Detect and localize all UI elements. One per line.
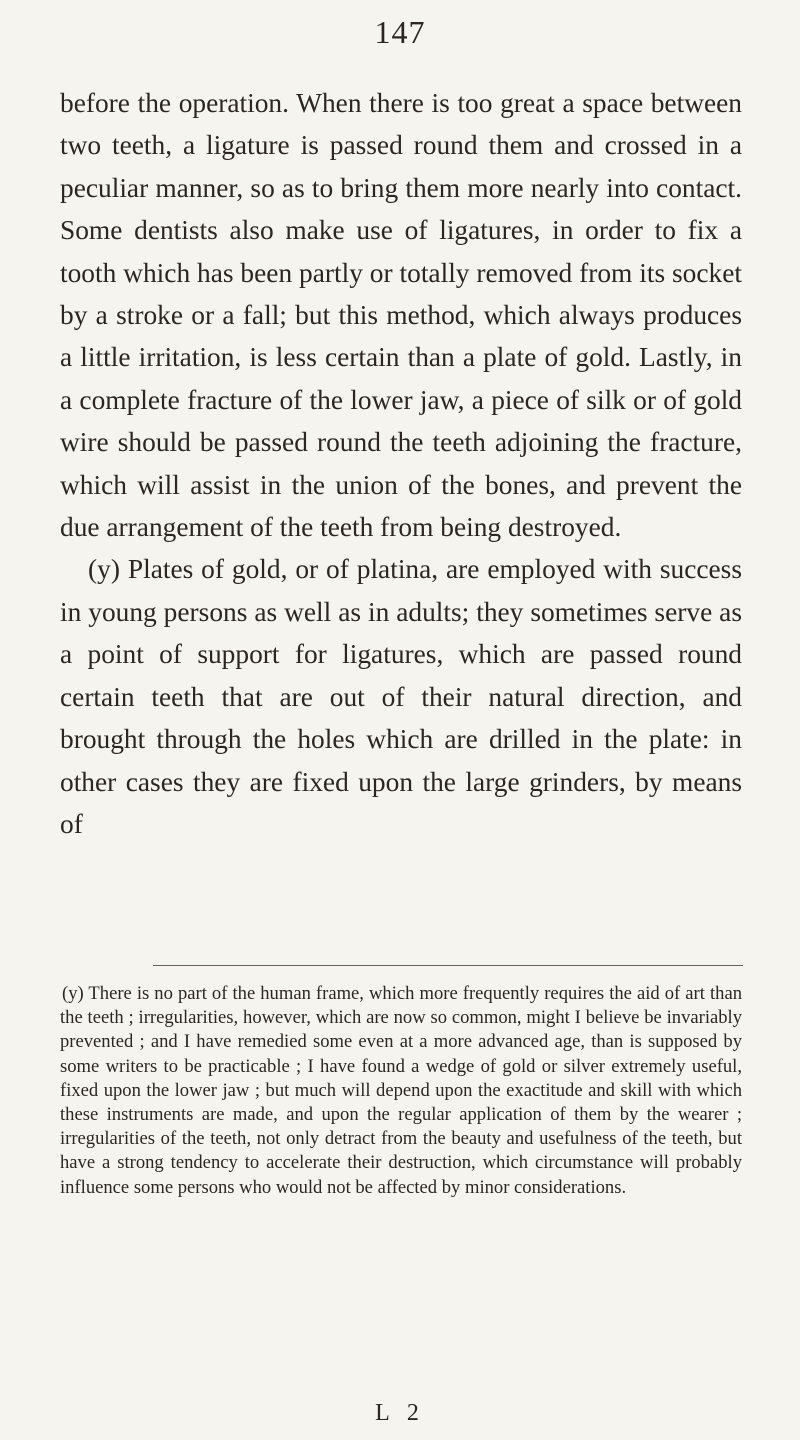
body-paragraph-y — [60, 548, 742, 845]
footnote — [60, 982, 742, 1200]
page-number: 147 — [374, 14, 426, 50]
main-text — [60, 82, 742, 845]
footnote-text: There is no part of the human frame, which more frequently requires the aid of art than the teeth ; irregularities, however, which are now so common, might I believe be invariably prevented ; and I have remedied some even at a more advanced age, than is supposed by some writers to be practicable ; I have found a wedge of gold or silver extremely useful, fixed upon the lower jaw ; but much will depend upon the exactitude and skill with which these instruments are made, and upon the regular application of them by the wearer ; irregularities of the teeth, not only detract from the beauty and usefulness of the teeth, but have a strong tendency to accelerate their destruction, which circumstance will probably influence some persons who would not be affected by minor considerations. — [60, 983, 742, 1198]
footnote-divider — [153, 965, 743, 966]
body-paragraph: before the operation. When there is too great a space between two teeth, a ligature is passed round them and crossed in a peculiar manner, so as to bring them more nearly into contact. Some dentists also make use of ligatures, in order to fix a tooth which has been partly or totally removed from its socket by a stroke or a fall; but this method, which always produces a little irritation, is less certain than a plate of gold. Lastly, in a complete fracture of the lower jaw, a piece of silk or of gold wire should be passed round the teeth adjoining the fracture, which will assist in the union of the bones, and prevent the due arrangement of the teeth from being destroyed. — [60, 88, 742, 543]
footnote-mark: (y) — [62, 983, 84, 1004]
signature-mark: L 2 — [375, 1400, 425, 1426]
body-paragraph-text: Plates of gold, or of platina, are employed with success in young persons as well as in adults; they sometimes serve as a point of support for ligatures, which are passed round certain teeth that are out of their natural direction, and brought through the holes which are drilled in the plate: in other cases they are fixed upon the large grinders, by means of — [60, 554, 742, 839]
footnote-reference: (y) — [88, 554, 120, 585]
